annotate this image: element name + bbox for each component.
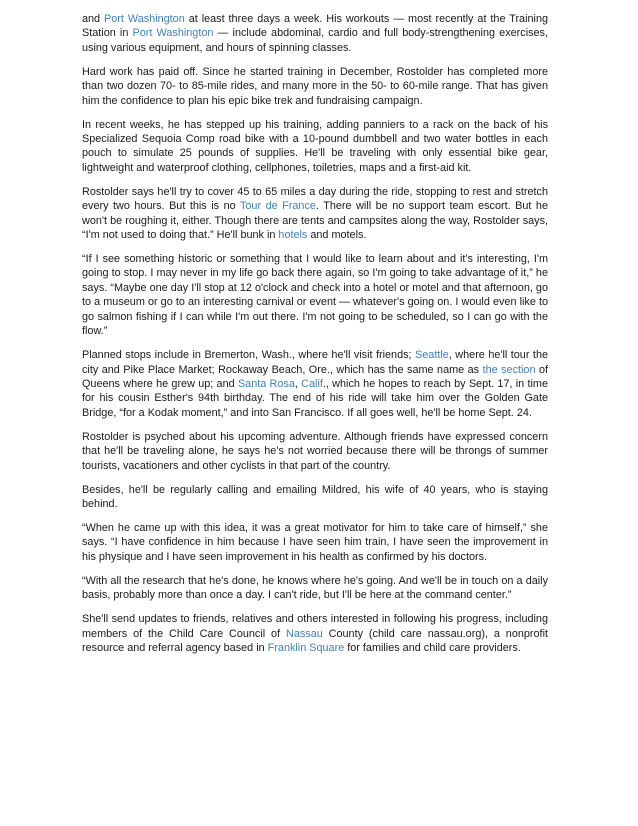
text-run: and [82,13,105,25]
text-run: Rostolder says he'll try to cover 45 to 65 miles a day during the ride, stopping to rest and stretch every two hours. But this is no [82,185,548,213]
paragraph-5 [82,252,548,338]
paragraph-11 [82,612,548,655]
paragraph-8 [82,483,548,512]
text-run: County (child care nassau.org), a nonprofit resource and referral agency based in [82,627,548,654]
inline-link[interactable]: hotels [278,229,308,242]
inline-link[interactable]: Port Washington [104,13,185,25]
inline-link[interactable]: the section [482,363,536,376]
document-body [82,12,548,665]
text-run: . There will be no support team escort. But he won't be roughing it, either. Though there are tents and campsites along the way, Rostolder says, “I'm not used to doing that.” He'll bunk in [82,200,548,242]
text-run: Rostolder is psyched about his upcoming adventure. Although friends have expressed concern that he'll be traveling alone, he says he's not worried because there will be throngs of summer tourists, vacationers and other cyclists in that part of the country. [82,430,548,472]
inline-link[interactable]: Port Washington [132,27,214,40]
paragraph-9 [82,521,548,564]
inline-link[interactable]: Santa Rosa [237,377,295,390]
paragraph-4 [82,185,548,243]
text-run: for families and child care providers. [344,641,521,654]
text-run: ., which he hopes to reach by Sept. 17, in time for his cousin Esther's 94th birthday. The end of his ride will take him over the Golden Gate Bridge, “for a Kodak moment,” and into San Francisco. If all goes well, he'll be home Sept. 24. [82,377,548,419]
paragraph-2 [82,65,548,108]
inline-link[interactable]: Calif [301,377,323,390]
inline-link[interactable]: Tour de France [239,200,316,213]
text-run: — include abdominal, cardio and full body-strengthening exercises, using various equipment, and hours of spinning classes. [82,27,548,54]
paragraph-6 [82,348,548,420]
paragraph-1 [82,12,548,55]
text-run: , where he'll tour the city and Pike Place Market; Rockaway Beach, Ore., which has the same name as [82,349,548,376]
text-run: Hard work has paid off. Since he started training in December, Rostolder has completed more than two dozen 70- to 85-mile rides, and many more in the 50- to 60-mile range. That has given him the confidence to plan his epic bike trek and fundraising campaign. [82,65,548,107]
text-run: and motels. [307,229,367,242]
text-run: “If I see something historic or something that I would like to learn about and it's interesting, I'm going to stop. I may never in my life go back there again, so I'm going to take advantage of it,” he says. “Maybe one day I'll stop at 12 o'clock and check into a hotel or motel and that afternoon, go to a museum or go to an interesting carnival or event — whatever's going on. I would even like to go salmon fishing if I can while I'm out there. I'm not going to be scheduled, so I can go with the flow.” [82,253,548,338]
paragraph-10 [82,574,548,603]
paragraph-7 [82,430,548,473]
text-run: In recent weeks, he has stepped up his training, adding panniers to a rack on the back of his Specialized Sequoia Comp road bike with a 10-pound dumbbell and two water bottles in each pouch to simulate 25 pounds of supplies. He'll be traveling with only essential bike gear, lightweight and waterproof clothing, cellphones, toiletries, maps and a first-aid kit. [82,118,548,174]
text-run: , [294,377,302,390]
text-run: Planned stops include in Bremerton, Wash., where he'll visit friends; [82,349,416,362]
text-run: Besides, he'll be regularly calling and emailing Mildred, his wife of 40 years, who is staying behind. [82,483,548,510]
text-run: of Queens where he grew up; and [82,363,548,390]
text-run: “When he came up with this idea, it was a great motivator for him to take care of himself,” she says. “I have confidence in him because I have seen him train, I have seen the improvement in his physique and I have seen improvement in his health as confirmed by his doctors. [82,521,548,563]
inline-link[interactable]: Franklin Square [267,641,345,654]
inline-link[interactable]: Nassau [285,627,323,640]
inline-link[interactable]: Seattle [415,349,449,362]
text-run: “With all the research that he's done, he knows where he's going. And we'll be in touch on a daily basis, probably more than once a day. I can't ride, but I'll be here at the command center.” [82,574,548,602]
paragraph-3 [82,118,548,176]
text-run: at least three days a week. His workouts — most recently at the Training Station in [82,13,548,40]
text-run: She'll send updates to friends, relatives and others interested in following his progress, including members of the Child Care Council of [82,613,548,640]
